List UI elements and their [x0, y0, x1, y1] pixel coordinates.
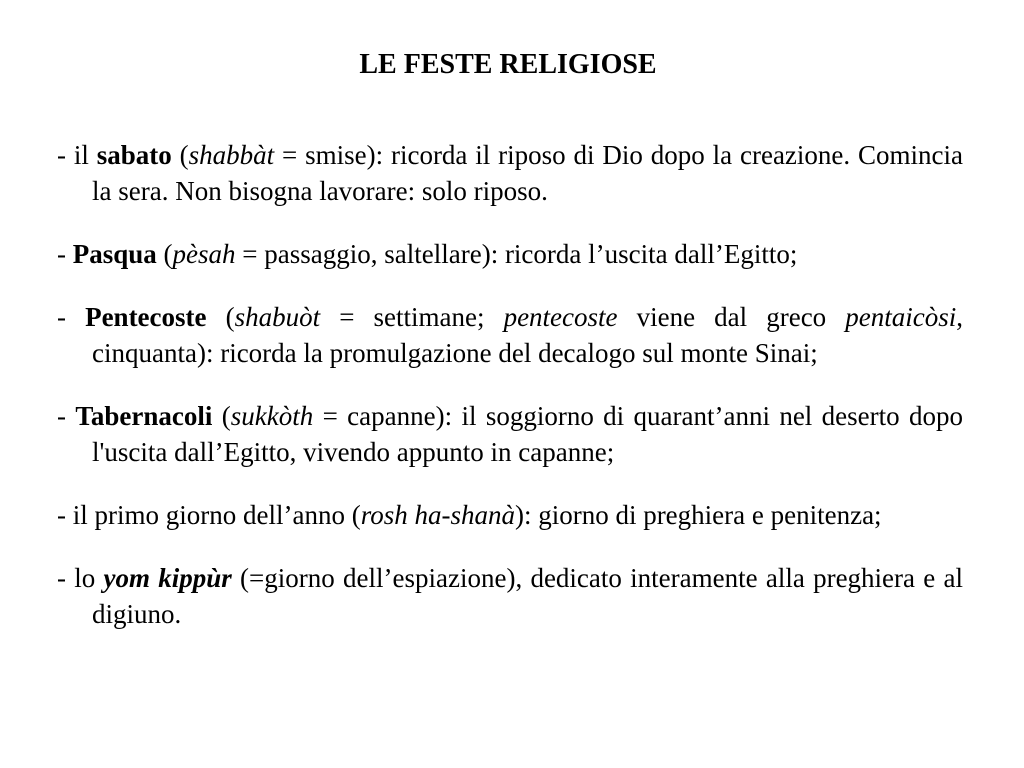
item-text: (=giorno dell’espiazione), dedicato interamente alla preghiera e al digiuno. — [92, 563, 964, 629]
feast-name: Tabernacoli — [75, 401, 213, 431]
list-item-sabato — [57, 137, 963, 209]
slide-title: LE FESTE RELIGIOSE — [359, 49, 657, 80]
hebrew-term: sukkòth — [230, 401, 314, 431]
hebrew-term: rosh ha-shanà — [360, 500, 515, 530]
item-text: = smise): ricorda il riposo di Dio dopo la creazione. Comincia la sera. Non bisogna lavorare: solo riposo. — [92, 140, 963, 206]
item-text: ): giorno di preghiera e penitenza; — [514, 500, 882, 530]
hebrew-term: shabbàt — [188, 140, 275, 170]
item-text: - — [57, 302, 86, 332]
hebrew-term: yom kippùr — [103, 563, 232, 593]
item-text: ( — [212, 401, 231, 431]
item-text: = settimane; — [320, 302, 504, 332]
item-text: ( — [171, 140, 189, 170]
hebrew-term: pèsah — [172, 239, 236, 269]
feast-name: sabato — [96, 140, 172, 170]
hebrew-term: shabuòt — [234, 302, 321, 332]
item-text: = capanne): il soggiorno di quarant’anni nel deserto dopo l'uscita dall’Egitto, vivendo appunto in capanne; — [92, 401, 963, 467]
item-text: viene dal greco — [617, 302, 846, 332]
item-text: - — [57, 239, 73, 269]
feast-list — [57, 137, 963, 641]
item-text: , cinquanta): ricorda la promulgazione del decalogo sul monte Sinai; — [92, 302, 963, 368]
item-text: - lo — [57, 563, 104, 593]
item-text: ( — [156, 239, 173, 269]
list-item-rosh-ha-shana — [57, 497, 963, 533]
item-text: - il primo giorno dell’anno ( — [57, 500, 361, 530]
item-text: = passaggio, saltellare): ricorda l’uscita dall’Egitto; — [235, 239, 798, 269]
item-text: - il — [57, 140, 97, 170]
list-item-yom-kippur — [57, 560, 963, 632]
list-item-pasqua — [57, 236, 963, 272]
feast-name: Pentecoste — [85, 302, 207, 332]
list-item-tabernacoli — [57, 398, 963, 470]
item-text: - — [57, 401, 76, 431]
feast-name: Pasqua — [72, 239, 157, 269]
italic-term: pentecoste — [503, 302, 618, 332]
feast-name — [104, 563, 232, 593]
list-item-pentecoste — [57, 299, 963, 371]
greek-term: pentaicòsi — [845, 302, 957, 332]
item-text: ( — [206, 302, 235, 332]
